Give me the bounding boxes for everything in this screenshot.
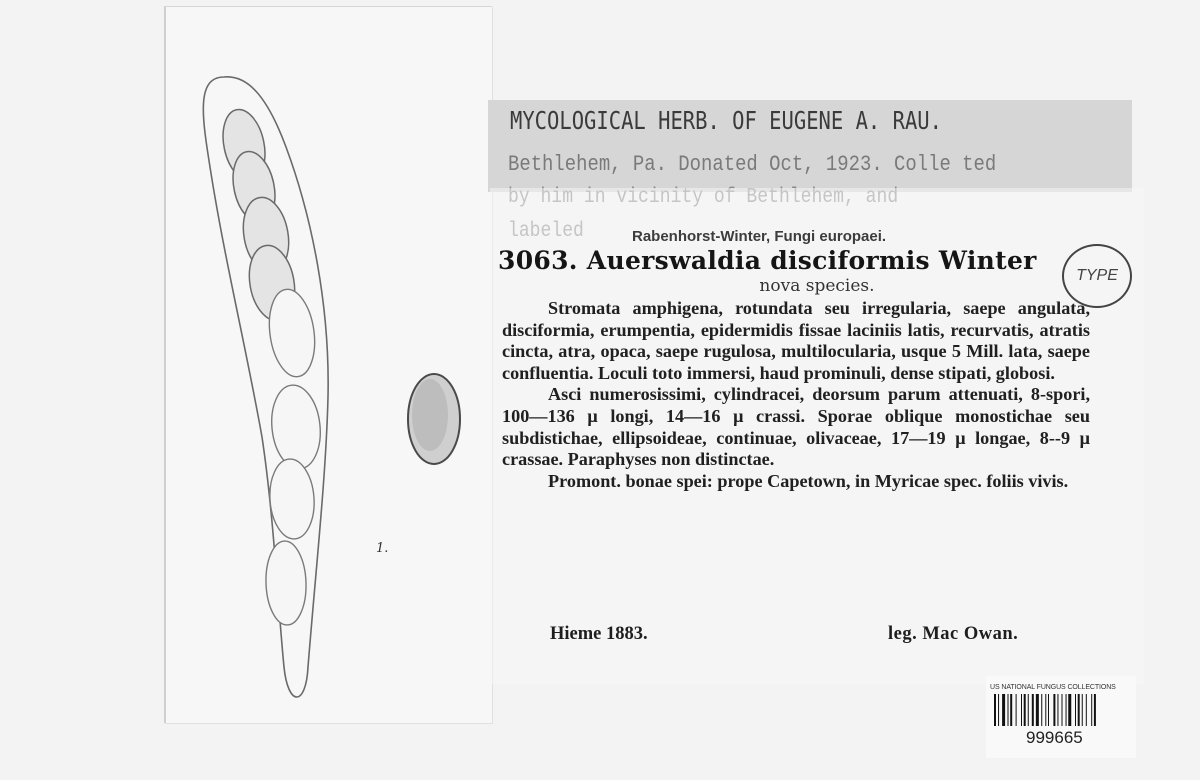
barcode-bar bbox=[998, 694, 999, 726]
type-stamp bbox=[1062, 244, 1132, 308]
barcode-bar bbox=[1028, 694, 1029, 726]
institution-name: US NATIONAL FUNGUS COLLECTIONS bbox=[990, 684, 1116, 691]
series-title: Rabenhorst-Winter, Fungi europaei. bbox=[632, 228, 887, 245]
barcode-bar bbox=[1057, 694, 1058, 726]
description-stromata: Stromata amphigena, rotundata seu irregularia, saepe angulata, disciformia, erumpentia, epidermidis fissae laciniis latis, recurvatis, atratis cincta, atra, opaca, saepe rugulosa, multilocularia, usque 5 Mill. lata, saepe confluentia. Loculi toto immersi, haud prominuli, dense stipati, globosi. bbox=[502, 298, 1090, 383]
barcode-bar bbox=[1024, 694, 1026, 726]
barcode-bar bbox=[1086, 694, 1087, 726]
barcode-bar bbox=[1075, 694, 1076, 726]
barcode-bar bbox=[1048, 694, 1049, 726]
barcode-bar bbox=[1002, 694, 1005, 726]
exsiccata-label bbox=[490, 188, 1144, 684]
barcode-bar bbox=[1094, 694, 1096, 726]
barcode-bar bbox=[1053, 694, 1055, 726]
barcode bbox=[994, 694, 1128, 726]
barcode-bar bbox=[1016, 694, 1017, 726]
spore bbox=[268, 383, 325, 472]
barcode-bar bbox=[1068, 694, 1071, 726]
rau-label-title: MYCOLOGICAL HERB. OF EUGENE A. RAU. bbox=[510, 106, 942, 135]
spore bbox=[265, 540, 308, 625]
type-stamp-text: TYPE bbox=[1076, 267, 1118, 284]
barcode-bar bbox=[1041, 694, 1042, 726]
barcode-bar bbox=[1008, 694, 1009, 726]
spore bbox=[267, 458, 316, 541]
barcode-bar bbox=[1066, 694, 1067, 726]
barcode-bar bbox=[1082, 694, 1083, 726]
rau-herbarium-label bbox=[488, 100, 1132, 192]
description-asci: Asci numerosissimi, cylindracei, deorsum parum attenuati, 8-spori, 100—136 μ longi, 14—16 μ crassi. Sporae oblique monostichae seu subdistichae, ellipsoideae, continuae, olivaceae, 17—19 μ longae, 8--9 μ crassae. Paraphyses non distinctae. bbox=[502, 384, 1090, 470]
locality: Promont. bonae spei: prope Capetown, in Myricae spec. foliis vivis. bbox=[548, 470, 1069, 491]
ascus-drawing-card bbox=[164, 6, 492, 723]
barcode-bar bbox=[1032, 694, 1034, 726]
barcode-bar bbox=[1010, 694, 1012, 726]
barcode-bar bbox=[1062, 694, 1063, 726]
barcode-bar bbox=[994, 694, 996, 726]
barcode-bar bbox=[1045, 694, 1046, 726]
barcode-bar bbox=[1036, 694, 1039, 726]
species-note: nova species. bbox=[759, 276, 875, 296]
description-body bbox=[502, 298, 1090, 492]
species-heading: 3063. Auerswaldia disciformis Winter bbox=[498, 246, 1037, 275]
figure-number: 1. bbox=[376, 541, 389, 556]
ascus-illustration bbox=[166, 7, 492, 723]
barcode-bar bbox=[1078, 694, 1080, 726]
barcode-bar bbox=[1091, 694, 1092, 726]
catalog-number: 999665 bbox=[1026, 728, 1083, 747]
collection-date: Hieme 1883. bbox=[550, 624, 648, 644]
barcode-label bbox=[986, 676, 1136, 758]
single-spore-shade bbox=[412, 379, 448, 451]
collector: leg. Mac Owan. bbox=[888, 624, 1019, 644]
barcode-bar bbox=[1021, 694, 1022, 726]
rau-label-line-1: Bethlehem, Pa. Donated Oct, 1923. Colle ted bbox=[508, 152, 997, 177]
